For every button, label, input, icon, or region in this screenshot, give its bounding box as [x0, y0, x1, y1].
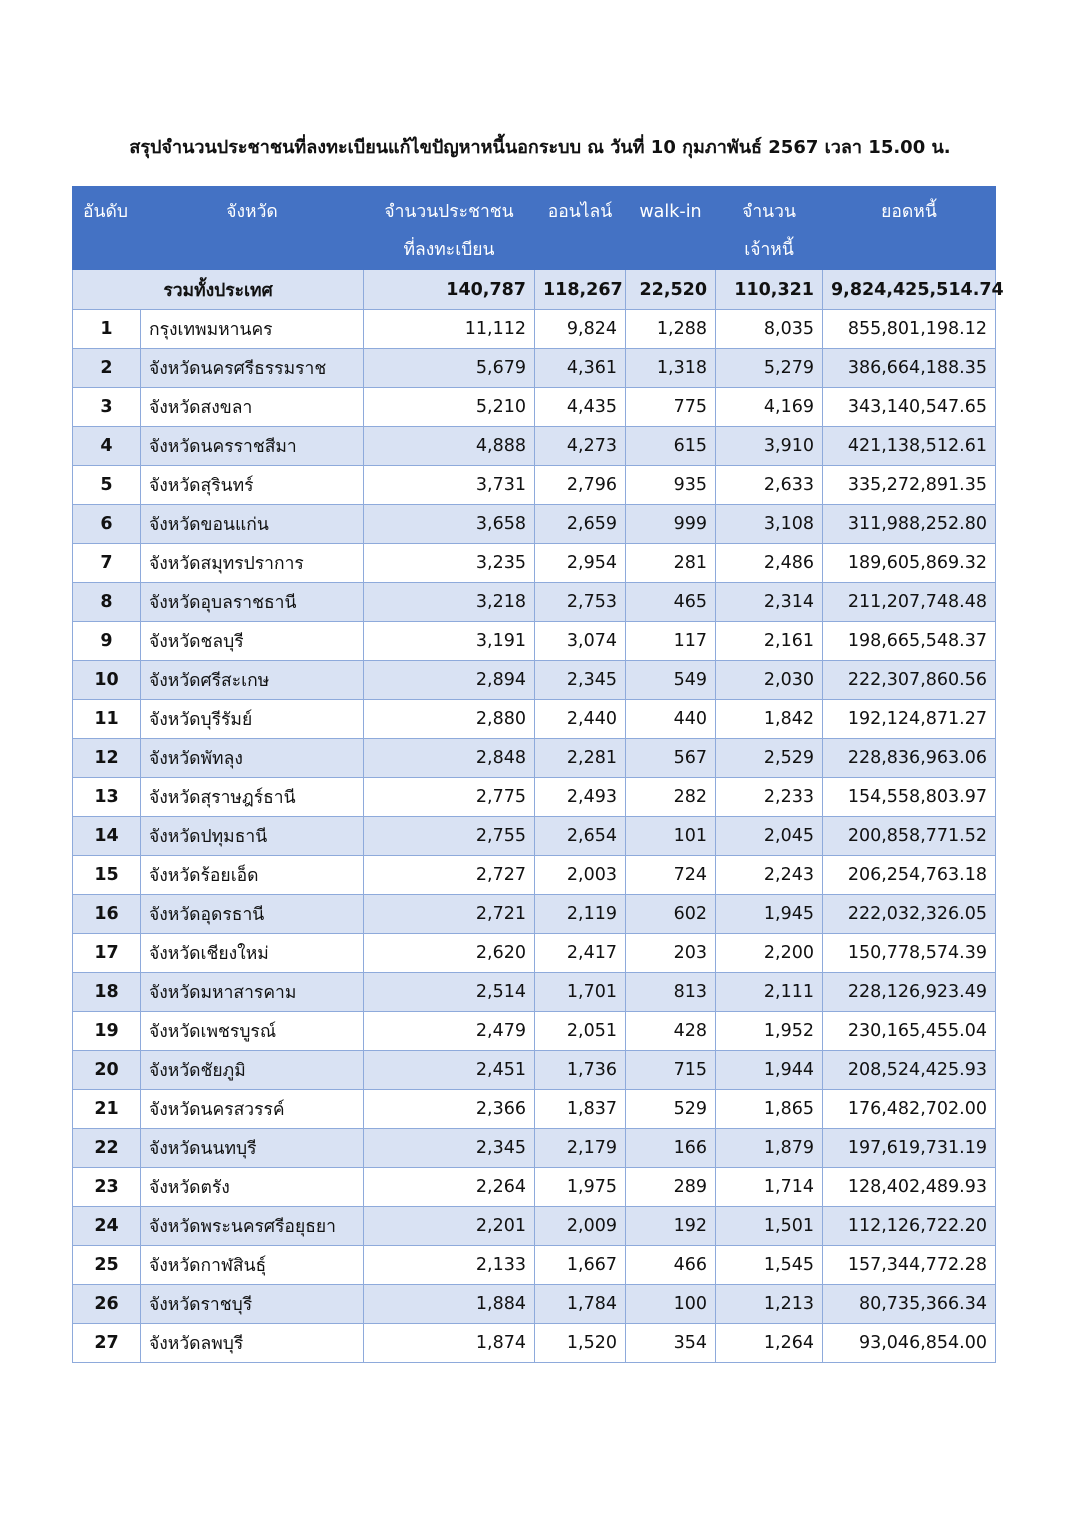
cell-rank: 18	[73, 973, 141, 1012]
cell-province: จังหวัดร้อยเอ็ด	[141, 856, 364, 895]
cell-rank: 15	[73, 856, 141, 895]
cell-debt: 112,126,722.20	[823, 1207, 996, 1246]
cell-online: 4,435	[535, 388, 626, 427]
cell-province: จังหวัดลพบุรี	[141, 1324, 364, 1363]
cell-province: จังหวัดพัทลุง	[141, 739, 364, 778]
cell-province: จังหวัดราชบุรี	[141, 1285, 364, 1324]
cell-rank: 11	[73, 700, 141, 739]
cell-walkin: 101	[626, 817, 716, 856]
cell-province: จังหวัดสงขลา	[141, 388, 364, 427]
cell-walkin: 428	[626, 1012, 716, 1051]
total-walkin: 22,520	[626, 270, 716, 310]
table-header	[73, 187, 1004, 310]
cell-province: จังหวัดสุราษฎร์ธานี	[141, 778, 364, 817]
table-row	[73, 466, 996, 505]
cell-online: 1,837	[535, 1090, 626, 1129]
table-row	[73, 1012, 996, 1051]
table-row	[73, 739, 996, 778]
cell-province: จังหวัดพระนครศรีอยุธยา	[141, 1207, 364, 1246]
cell-debt: 157,344,772.28	[823, 1246, 996, 1285]
cell-registered: 2,451	[364, 1051, 535, 1090]
cell-rank: 16	[73, 895, 141, 934]
cell-rank: 21	[73, 1090, 141, 1129]
cell-registered: 2,894	[364, 661, 535, 700]
cell-debt: 200,858,771.52	[823, 817, 996, 856]
cell-walkin: 1,288	[626, 310, 716, 349]
cell-debt: 343,140,547.65	[823, 388, 996, 427]
cell-rank: 19	[73, 1012, 141, 1051]
cell-registered: 11,112	[364, 310, 535, 349]
cell-rank: 6	[73, 505, 141, 544]
cell-creditors: 1,944	[716, 1051, 823, 1090]
cell-walkin: 775	[626, 388, 716, 427]
cell-province: จังหวัดกาฬสินธุ์	[141, 1246, 364, 1285]
header-walkin	[626, 187, 716, 270]
cell-walkin: 935	[626, 466, 716, 505]
cell-online: 2,003	[535, 856, 626, 895]
header-online	[535, 187, 626, 270]
header-walkin-label: walk-in	[639, 202, 702, 222]
table-row	[73, 973, 996, 1012]
cell-online: 2,179	[535, 1129, 626, 1168]
cell-debt: 208,524,425.93	[823, 1051, 996, 1090]
cell-rank: 1	[73, 310, 141, 349]
cell-online: 4,273	[535, 427, 626, 466]
cell-creditors: 2,486	[716, 544, 823, 583]
cell-creditors: 2,633	[716, 466, 823, 505]
table-row	[73, 817, 996, 856]
cell-debt: 228,126,923.49	[823, 973, 996, 1012]
cell-creditors: 2,233	[716, 778, 823, 817]
cell-rank: 3	[73, 388, 141, 427]
cell-debt: 206,254,763.18	[823, 856, 996, 895]
header-rank	[73, 187, 141, 270]
header-creditors-line2: เจ้าหนี้	[744, 240, 794, 260]
cell-walkin: 1,318	[626, 349, 716, 388]
cell-online: 2,119	[535, 895, 626, 934]
table-row	[73, 1051, 996, 1090]
cell-registered: 2,201	[364, 1207, 535, 1246]
table-row	[73, 1246, 996, 1285]
cell-province: จังหวัดนครสวรรค์	[141, 1090, 364, 1129]
table-row	[73, 1324, 996, 1363]
header-registered-line1: จำนวนประชาชน	[384, 202, 514, 222]
cell-registered: 2,366	[364, 1090, 535, 1129]
cell-debt: 176,482,702.00	[823, 1090, 996, 1129]
table-row	[73, 934, 996, 973]
cell-debt: 198,665,548.37	[823, 622, 996, 661]
cell-registered: 3,191	[364, 622, 535, 661]
cell-walkin: 100	[626, 1285, 716, 1324]
cell-province: จังหวัดชลบุรี	[141, 622, 364, 661]
cell-online: 2,440	[535, 700, 626, 739]
cell-creditors: 4,169	[716, 388, 823, 427]
cell-registered: 2,345	[364, 1129, 535, 1168]
cell-walkin: 282	[626, 778, 716, 817]
cell-walkin: 999	[626, 505, 716, 544]
cell-online: 2,659	[535, 505, 626, 544]
cell-debt: 311,988,252.80	[823, 505, 996, 544]
header-creditors	[716, 187, 823, 270]
cell-creditors: 1,952	[716, 1012, 823, 1051]
table-row	[73, 895, 996, 934]
cell-province: กรุงเทพมหานคร	[141, 310, 364, 349]
cell-province: จังหวัดตรัง	[141, 1168, 364, 1207]
cell-rank: 27	[73, 1324, 141, 1363]
header-row	[73, 187, 996, 270]
cell-debt: 228,836,963.06	[823, 739, 996, 778]
table-body	[73, 310, 996, 1363]
cell-walkin: 192	[626, 1207, 716, 1246]
cell-registered: 2,514	[364, 973, 535, 1012]
total-registered: 140,787	[364, 270, 535, 310]
cell-province: จังหวัดอุดรธานี	[141, 895, 364, 934]
cell-registered: 2,848	[364, 739, 535, 778]
cell-creditors: 1,264	[716, 1324, 823, 1363]
cell-creditors: 1,945	[716, 895, 823, 934]
cell-creditors: 2,161	[716, 622, 823, 661]
cell-province: จังหวัดบุรีรัมย์	[141, 700, 364, 739]
table-row	[73, 388, 996, 427]
cell-walkin: 166	[626, 1129, 716, 1168]
cell-debt: 192,124,871.27	[823, 700, 996, 739]
header-creditors-line1: จำนวน	[742, 202, 796, 222]
cell-rank: 22	[73, 1129, 141, 1168]
cell-walkin: 289	[626, 1168, 716, 1207]
cell-creditors: 1,714	[716, 1168, 823, 1207]
table-row	[73, 583, 996, 622]
table-row	[73, 544, 996, 583]
cell-online: 3,074	[535, 622, 626, 661]
header-rank-label: อันดับ	[83, 202, 128, 222]
cell-registered: 3,235	[364, 544, 535, 583]
cell-registered: 2,264	[364, 1168, 535, 1207]
cell-creditors: 2,111	[716, 973, 823, 1012]
total-label: รวมทั้งประเทศ	[73, 270, 364, 310]
table-row	[73, 622, 996, 661]
cell-online: 2,796	[535, 466, 626, 505]
cell-province: จังหวัดศรีสะเกษ	[141, 661, 364, 700]
cell-registered: 1,884	[364, 1285, 535, 1324]
cell-creditors: 2,200	[716, 934, 823, 973]
cell-creditors: 1,865	[716, 1090, 823, 1129]
table-row	[73, 1090, 996, 1129]
cell-rank: 23	[73, 1168, 141, 1207]
cell-rank: 7	[73, 544, 141, 583]
table-row	[73, 1285, 996, 1324]
header-registered-line2: ที่ลงทะเบียน	[403, 240, 495, 260]
cell-creditors: 1,545	[716, 1246, 823, 1285]
cell-walkin: 724	[626, 856, 716, 895]
cell-registered: 1,874	[364, 1324, 535, 1363]
total-row	[73, 270, 996, 310]
header-debt-label: ยอดหนี้	[881, 202, 937, 222]
cell-walkin: 465	[626, 583, 716, 622]
cell-province: จังหวัดชัยภูมิ	[141, 1051, 364, 1090]
cell-creditors: 1,879	[716, 1129, 823, 1168]
page-title: สรุปจำนวนประชาชนที่ลงทะเบียนแก้ไขปัญหาหนี้นอกระบบ ณ วันที่ 10 กุมภาพันธ์ 2567 เวลา 15.00 น.	[129, 137, 951, 158]
cell-online: 1,975	[535, 1168, 626, 1207]
cell-registered: 2,775	[364, 778, 535, 817]
header-debt	[823, 187, 996, 270]
cell-registered: 2,721	[364, 895, 535, 934]
cell-creditors: 2,243	[716, 856, 823, 895]
cell-province: จังหวัดขอนแก่น	[141, 505, 364, 544]
cell-registered: 5,679	[364, 349, 535, 388]
cell-rank: 17	[73, 934, 141, 973]
cell-registered: 2,133	[364, 1246, 535, 1285]
header-registered	[364, 187, 535, 270]
cell-online: 1,736	[535, 1051, 626, 1090]
table-row	[73, 661, 996, 700]
cell-rank: 9	[73, 622, 141, 661]
cell-debt: 80,735,366.34	[823, 1285, 996, 1324]
cell-debt: 93,046,854.00	[823, 1324, 996, 1363]
cell-online: 2,345	[535, 661, 626, 700]
cell-online: 2,954	[535, 544, 626, 583]
cell-province: จังหวัดอุบลราชธานี	[141, 583, 364, 622]
cell-creditors: 1,501	[716, 1207, 823, 1246]
cell-rank: 5	[73, 466, 141, 505]
cell-walkin: 813	[626, 973, 716, 1012]
cell-creditors: 2,529	[716, 739, 823, 778]
debt-registration-table	[72, 186, 1004, 1363]
total-debt: 9,824,425,514.74	[823, 270, 996, 310]
cell-debt: 222,307,860.56	[823, 661, 996, 700]
cell-online: 2,654	[535, 817, 626, 856]
cell-registered: 2,880	[364, 700, 535, 739]
cell-online: 1,784	[535, 1285, 626, 1324]
cell-walkin: 602	[626, 895, 716, 934]
cell-registered: 3,658	[364, 505, 535, 544]
cell-online: 2,753	[535, 583, 626, 622]
table-row	[73, 778, 996, 817]
cell-debt: 154,558,803.97	[823, 778, 996, 817]
cell-online: 2,493	[535, 778, 626, 817]
total-online: 118,267	[535, 270, 626, 310]
cell-province: จังหวัดสมุทรปราการ	[141, 544, 364, 583]
cell-creditors: 1,213	[716, 1285, 823, 1324]
cell-province: จังหวัดมหาสารคาม	[141, 973, 364, 1012]
cell-debt: 386,664,188.35	[823, 349, 996, 388]
cell-walkin: 281	[626, 544, 716, 583]
cell-debt: 230,165,455.04	[823, 1012, 996, 1051]
cell-rank: 4	[73, 427, 141, 466]
cell-walkin: 715	[626, 1051, 716, 1090]
cell-registered: 2,755	[364, 817, 535, 856]
table-row	[73, 349, 996, 388]
table-row	[73, 310, 996, 349]
table-row	[73, 700, 996, 739]
cell-debt: 335,272,891.35	[823, 466, 996, 505]
cell-creditors: 2,314	[716, 583, 823, 622]
cell-creditors: 8,035	[716, 310, 823, 349]
cell-debt: 128,402,489.93	[823, 1168, 996, 1207]
table-row	[73, 1207, 996, 1246]
cell-province: จังหวัดเชียงใหม่	[141, 934, 364, 973]
cell-debt: 222,032,326.05	[823, 895, 996, 934]
cell-creditors: 2,045	[716, 817, 823, 856]
cell-rank: 26	[73, 1285, 141, 1324]
cell-debt: 189,605,869.32	[823, 544, 996, 583]
cell-online: 2,051	[535, 1012, 626, 1051]
cell-walkin: 549	[626, 661, 716, 700]
header-province-label: จังหวัด	[226, 202, 278, 222]
table-row	[73, 856, 996, 895]
cell-creditors: 5,279	[716, 349, 823, 388]
table-row	[73, 1129, 996, 1168]
cell-debt: 421,138,512.61	[823, 427, 996, 466]
cell-registered: 5,210	[364, 388, 535, 427]
cell-debt: 150,778,574.39	[823, 934, 996, 973]
table-row	[73, 427, 996, 466]
cell-registered: 2,479	[364, 1012, 535, 1051]
cell-province: จังหวัดเพชรบูรณ์	[141, 1012, 364, 1051]
cell-rank: 10	[73, 661, 141, 700]
cell-debt: 211,207,748.48	[823, 583, 996, 622]
table-row	[73, 1168, 996, 1207]
cell-rank: 13	[73, 778, 141, 817]
cell-online: 2,281	[535, 739, 626, 778]
cell-registered: 2,620	[364, 934, 535, 973]
cell-walkin: 203	[626, 934, 716, 973]
cell-province: จังหวัดนครศรีธรรมราช	[141, 349, 364, 388]
cell-rank: 14	[73, 817, 141, 856]
cell-online: 2,009	[535, 1207, 626, 1246]
cell-walkin: 466	[626, 1246, 716, 1285]
cell-walkin: 567	[626, 739, 716, 778]
cell-online: 1,520	[535, 1324, 626, 1363]
cell-province: จังหวัดสุรินทร์	[141, 466, 364, 505]
cell-online: 1,701	[535, 973, 626, 1012]
cell-online: 9,824	[535, 310, 626, 349]
cell-registered: 3,731	[364, 466, 535, 505]
cell-walkin: 615	[626, 427, 716, 466]
cell-rank: 12	[73, 739, 141, 778]
total-creditors: 110,321	[716, 270, 823, 310]
cell-province: จังหวัดนนทบุรี	[141, 1129, 364, 1168]
cell-rank: 24	[73, 1207, 141, 1246]
cell-rank: 8	[73, 583, 141, 622]
cell-walkin: 440	[626, 700, 716, 739]
cell-online: 4,361	[535, 349, 626, 388]
cell-debt: 855,801,198.12	[823, 310, 996, 349]
cell-province: จังหวัดนครราชสีมา	[141, 427, 364, 466]
cell-province: จังหวัดปทุมธานี	[141, 817, 364, 856]
cell-creditors: 3,108	[716, 505, 823, 544]
cell-online: 1,667	[535, 1246, 626, 1285]
cell-walkin: 354	[626, 1324, 716, 1363]
cell-creditors: 3,910	[716, 427, 823, 466]
cell-rank: 2	[73, 349, 141, 388]
cell-debt: 197,619,731.19	[823, 1129, 996, 1168]
cell-registered: 3,218	[364, 583, 535, 622]
header-province	[141, 187, 364, 270]
cell-walkin: 117	[626, 622, 716, 661]
cell-online: 2,417	[535, 934, 626, 973]
cell-creditors: 2,030	[716, 661, 823, 700]
cell-rank: 25	[73, 1246, 141, 1285]
cell-walkin: 529	[626, 1090, 716, 1129]
cell-registered: 4,888	[364, 427, 535, 466]
cell-rank: 20	[73, 1051, 141, 1090]
table-row	[73, 505, 996, 544]
cell-registered: 2,727	[364, 856, 535, 895]
header-online-label: ออนไลน์	[547, 202, 613, 222]
cell-creditors: 1,842	[716, 700, 823, 739]
